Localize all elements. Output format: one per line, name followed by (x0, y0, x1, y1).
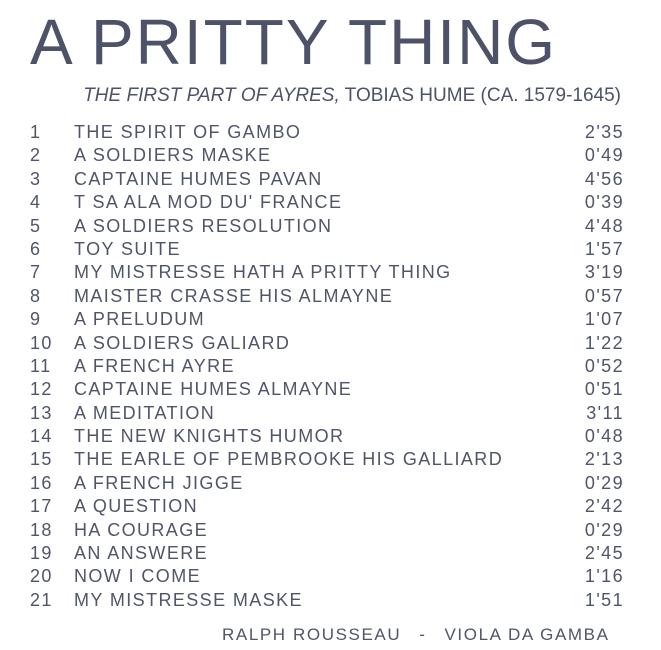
track-duration: 2'42 (584, 496, 624, 517)
track-name: A FRENCH AYRE (74, 355, 235, 376)
track-number: 9 (30, 309, 42, 330)
track-row (30, 542, 624, 565)
credit-separator: - (419, 625, 427, 644)
track-row (30, 261, 624, 284)
track-row (30, 425, 624, 448)
track-name: HA COURAGE (74, 519, 209, 540)
track-duration: 0'51 (584, 379, 624, 400)
track-duration: 0'57 (584, 285, 624, 306)
track-number: 17 (30, 496, 53, 517)
track-list (30, 121, 624, 612)
track-duration: 2'13 (584, 449, 624, 470)
track-row (30, 332, 624, 355)
performer-credit (222, 625, 610, 645)
track-number: 7 (30, 262, 42, 283)
track-row (30, 285, 624, 308)
track-name: A SOLDIERS GALIARD (74, 332, 291, 353)
track-row (30, 589, 624, 612)
track-name: CAPTAINE HUMES ALMAYNE (74, 379, 353, 400)
track-number: 4 (30, 192, 42, 213)
track-row (30, 565, 624, 588)
track-duration: 2'45 (584, 543, 624, 564)
track-row (30, 495, 624, 518)
track-name: MY MISTRESSE MASKE (74, 589, 303, 610)
album-subtitle (83, 84, 621, 108)
track-duration: 1'22 (584, 332, 624, 353)
track-duration: 0'49 (584, 145, 624, 166)
track-number: 13 (30, 402, 53, 423)
track-name: A SOLDIERS MASKE (74, 145, 272, 166)
track-duration: 1'07 (584, 309, 624, 330)
track-number: 10 (30, 332, 53, 353)
track-number: 19 (30, 543, 53, 564)
track-number: 20 (30, 566, 53, 587)
track-name: NOW I COME (74, 566, 201, 587)
track-duration: 4'48 (584, 215, 624, 236)
track-duration: 0'52 (584, 355, 624, 376)
track-row (30, 402, 624, 425)
track-name: THE EARLE OF PEMBROOKE HIS GALLIARD (74, 449, 504, 470)
track-number: 11 (30, 355, 52, 376)
track-name: A FRENCH JIGGE (74, 472, 244, 493)
track-name: T SA ALA MOD DU' FRANCE (74, 192, 343, 213)
track-duration: 4'56 (584, 168, 624, 189)
track-row (30, 519, 624, 542)
track-name: A SOLDIERS RESOLUTION (74, 215, 333, 236)
track-name: A PRELUDUM (74, 309, 206, 330)
track-number: 8 (30, 285, 42, 306)
track-row (30, 215, 624, 238)
track-number: 3 (30, 168, 42, 189)
track-number: 2 (30, 145, 42, 166)
track-duration: 0'29 (584, 519, 624, 540)
track-row (30, 191, 624, 214)
track-row (30, 144, 624, 167)
track-number: 6 (30, 238, 42, 259)
performer-name: RALPH ROUSSEAU (222, 625, 402, 644)
track-row (30, 378, 624, 401)
track-duration: 1'57 (584, 238, 624, 259)
track-row (30, 472, 624, 495)
track-name: THE SPIRIT OF GAMBO (74, 122, 302, 142)
track-name: THE NEW KNIGHTS HUMOR (74, 426, 345, 447)
album-title: A PRITTY THING (30, 6, 558, 78)
track-duration: 0'39 (584, 192, 624, 213)
track-number: 16 (30, 472, 53, 493)
subtitle-composer: TOBIAS HUME (CA. 1579-1645) (339, 85, 621, 106)
track-number: 12 (30, 379, 53, 400)
subtitle-work: THE FIRST PART OF AYRES, (83, 85, 340, 106)
track-row (30, 168, 624, 191)
track-name: MAISTER CRASSE HIS ALMAYNE (74, 285, 394, 306)
track-name: A QUESTION (74, 496, 199, 517)
track-name: MY MISTRESSE HATH A PRITTY THING (74, 262, 452, 283)
track-number: 21 (30, 589, 53, 610)
track-duration: 3'19 (584, 262, 624, 283)
track-duration: 1'16 (584, 566, 624, 587)
track-row (30, 448, 624, 471)
track-name: A MEDITATION (74, 402, 216, 423)
track-row (30, 355, 624, 378)
track-number: 1 (30, 122, 42, 142)
track-number: 15 (30, 449, 53, 470)
track-duration: 0'29 (584, 472, 624, 493)
track-row (30, 308, 624, 331)
track-duration: 3'11 (586, 402, 624, 423)
track-duration: 2'35 (584, 122, 624, 142)
track-number: 18 (30, 519, 53, 540)
track-row (30, 121, 624, 144)
track-name: TOY SUITE (74, 238, 181, 259)
track-name: AN ANSWERE (74, 543, 209, 564)
instrument-name: VIOLA DA GAMBA (444, 625, 610, 644)
track-number: 14 (30, 426, 53, 447)
track-name: CAPTAINE HUMES PAVAN (74, 168, 323, 189)
track-row (30, 238, 624, 261)
track-duration: 0'48 (584, 426, 624, 447)
track-duration: 1'51 (584, 589, 624, 610)
track-number: 5 (30, 215, 42, 236)
